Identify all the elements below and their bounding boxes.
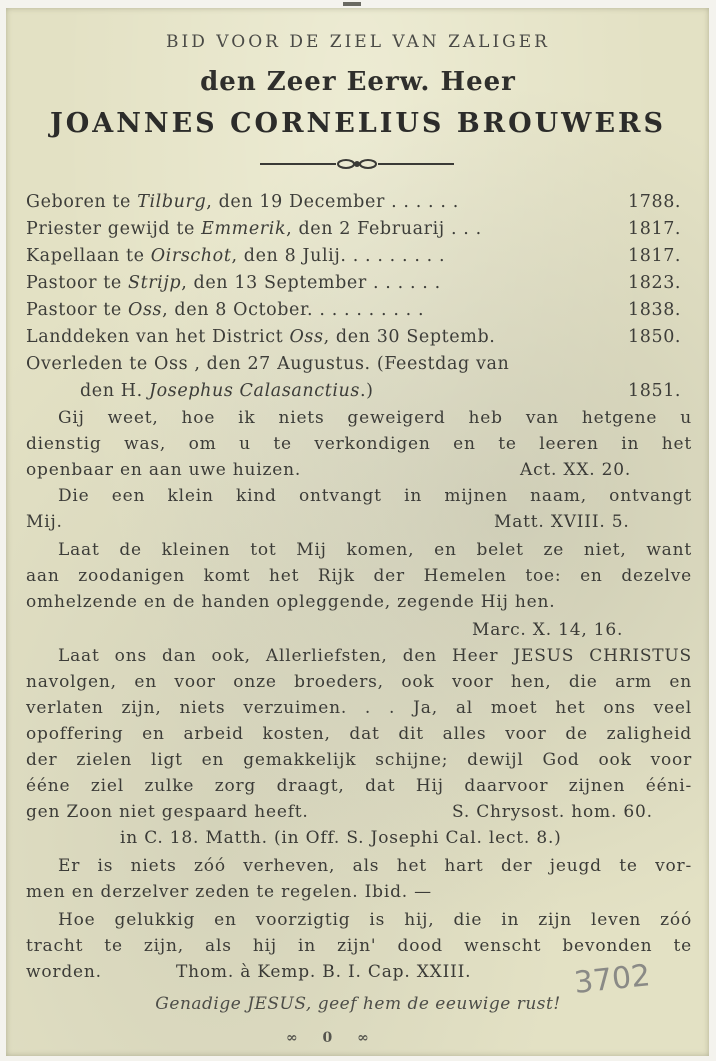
quote-4-reference: S. Chrysost. hom. 60.: [452, 802, 653, 822]
printer-mark: ∞ 0 ∞: [286, 1030, 379, 1046]
quote-6-line-2: tracht te zijn, als hij in zijn' dood wenscht bevonden te: [26, 936, 692, 956]
bio-line-dean: Landdeken van het District Oss, den 30 Septemb.: [26, 327, 496, 347]
quote-6-reference: Thom. à Kemp. B. I. Cap. XXIII.: [176, 962, 472, 982]
quote-4-line-6: ééne ziel zulke zorg draagt, dat Hij daarvoor zijnen ééni-: [26, 776, 692, 796]
quote-4-line-1: Laat ons dan ook, Allerliefsten, den Heer JESUS CHRISTUS: [58, 646, 692, 666]
bio-line-born: Geboren te Tilburg, den 19 December . . . . . .: [26, 192, 459, 212]
bio-year-pastor-strijp: 1823.: [628, 273, 682, 293]
bio-year-ordained: 1817.: [628, 219, 682, 239]
bio-line-pastor-oss: Pastoor te Oss, den 8 October. . . . . . . . . .: [26, 300, 425, 320]
quote-2-line-2: Mij.: [26, 512, 63, 532]
quote-4-line-3: verlaten zijn, niets verzuimen. . . Ja, al moet het ons veel: [26, 698, 692, 718]
death-line-2: den H. Josephus Calasanctius.): [80, 381, 374, 401]
top-print-mark: [343, 2, 361, 6]
header-name-line: JOANNES CORNELIUS BROUWERS: [49, 108, 666, 139]
bio-year-born: 1788.: [628, 192, 682, 212]
quote-4-reference-2: in C. 18. Matth. (in Off. S. Josephi Cal. lect. 8.): [120, 828, 562, 848]
quote-1-line-3: openbaar en aan uwe huizen.: [26, 460, 302, 480]
quote-1-reference: Act. XX. 20.: [520, 460, 632, 480]
bio-year-pastor-oss: 1838.: [628, 300, 682, 320]
quote-4-line-7: gen Zoon niet gespaard heeft.: [26, 802, 309, 822]
quote-2-reference: Matt. XVIII. 5.: [494, 512, 630, 532]
quote-6-line-3: worden.: [26, 962, 102, 982]
death-year: 1851.: [628, 381, 682, 401]
quote-4-line-2: navolgen, en voor onze broeders, ook voor hen, die arm en: [26, 672, 692, 692]
bio-line-chaplain: Kapellaan te Oirschot, den 8 Julij. . . . . . . . .: [26, 246, 446, 266]
bio-year-dean: 1850.: [628, 327, 682, 347]
quote-3-line-3: omhelzende en de handen opleggende, zegende Hij hen.: [26, 592, 556, 612]
quote-1-line-2: dienstig was, om u te verkondigen en te leeren in het: [26, 434, 692, 454]
header-prayer-line: BID VOOR DE ZIEL VAN ZALIGER: [166, 32, 550, 52]
bio-line-pastor-strijp: Pastoor te Strijp, den 13 September . . . . . .: [26, 273, 441, 293]
quote-2-line-1: Die een klein kind ontvangt in mijnen naam, ontvangt: [58, 486, 692, 506]
bio-year-chaplain: 1817.: [628, 246, 682, 266]
ornament-divider: [258, 154, 456, 174]
quote-4-line-4: opoffering en arbeid kosten, dat dit alles voor de zaligheid: [26, 724, 692, 744]
death-line-1: Overleden te Oss , den 27 Augustus. (Feestdag van: [26, 354, 510, 374]
quote-3-line-2: aan zoodanigen komt het Rijk der Hemelen toe: en dezelve: [26, 566, 692, 586]
quote-1-line-1: Gij weet, hoe ik niets geweigerd heb van hetgene u: [58, 408, 692, 428]
quote-4-line-5: der zielen ligt en gemakkelijk schijne; dewijl God ook voor: [26, 750, 692, 770]
quote-5-line-1: Er is niets zóó verheven, als het hart der jeugd te vor-: [58, 856, 692, 876]
closing-prayer: Genadige JESUS, geef hem de eeuwige rust!: [155, 994, 561, 1014]
quote-5-line-2: men en derzelver zeden te regelen. Ibid. —: [26, 882, 432, 902]
quote-6-line-1: Hoe gelukkig en voorzigtig is hij, die in zijn leven zóó: [58, 910, 692, 930]
header-title-line: den Zeer Eerw. Heer: [200, 67, 516, 97]
quote-3-reference: Marc. X. 14, 16.: [472, 620, 624, 640]
handwritten-number: 3702: [572, 958, 652, 1001]
quote-3-line-1: Laat de kleinen tot Mij komen, en belet ze niet, want: [58, 540, 692, 560]
bio-line-ordained: Priester gewijd te Emmerik, den 2 Februarij . . .: [26, 219, 482, 239]
